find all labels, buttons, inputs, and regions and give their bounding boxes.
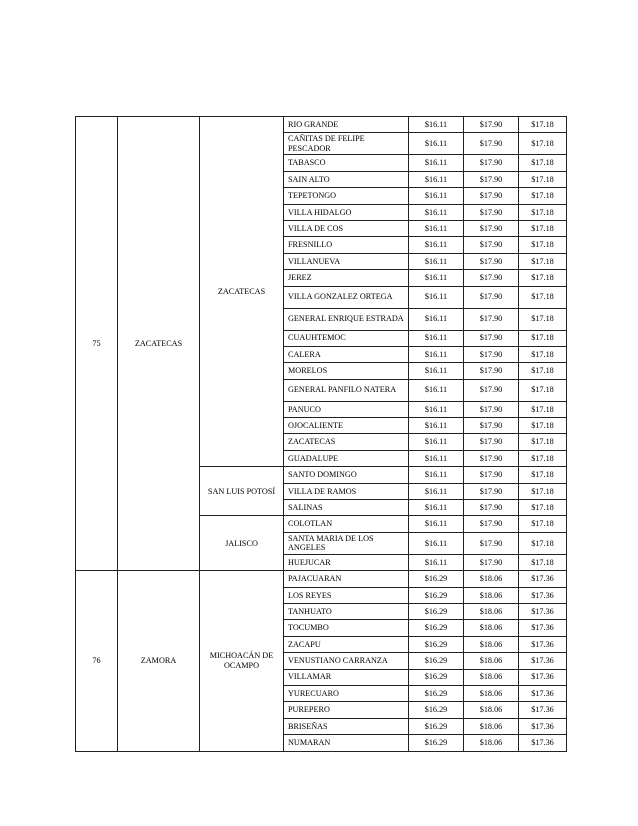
price-3-cell: $17.18 bbox=[519, 286, 567, 308]
price-3-cell: $17.36 bbox=[519, 669, 567, 685]
price-1-cell: $16.11 bbox=[409, 133, 464, 155]
price-1-cell: $16.29 bbox=[409, 669, 464, 685]
state-cell: JALISCO bbox=[200, 516, 284, 571]
price-1-cell: $16.11 bbox=[409, 532, 464, 554]
municipality-cell: YURECUARO bbox=[284, 685, 409, 701]
municipality-cell: ZACAPU bbox=[284, 636, 409, 652]
price-1-cell: $16.11 bbox=[409, 467, 464, 483]
price-1-cell: $16.11 bbox=[409, 308, 464, 330]
price-1-cell: $16.29 bbox=[409, 571, 464, 587]
price-1-cell: $16.11 bbox=[409, 500, 464, 516]
municipality-cell: BRISEÑAS bbox=[284, 718, 409, 734]
price-1-cell: $16.11 bbox=[409, 155, 464, 171]
price-1-cell: $16.11 bbox=[409, 434, 464, 450]
price-3-cell: $17.18 bbox=[519, 554, 567, 570]
price-1-cell: $16.11 bbox=[409, 516, 464, 532]
price-2-cell: $18.06 bbox=[464, 718, 519, 734]
price-3-cell: $17.18 bbox=[519, 330, 567, 346]
price-3-cell: $17.36 bbox=[519, 636, 567, 652]
price-3-cell: $17.18 bbox=[519, 363, 567, 379]
table-row bbox=[76, 571, 567, 587]
price-2-cell: $17.90 bbox=[464, 188, 519, 204]
price-2-cell: $17.90 bbox=[464, 237, 519, 253]
municipality-cell: MORELOS bbox=[284, 363, 409, 379]
municipality-cell: TEPETONGO bbox=[284, 188, 409, 204]
price-2-cell: $17.90 bbox=[464, 270, 519, 286]
price-1-cell: $16.11 bbox=[409, 330, 464, 346]
price-1-cell: $16.11 bbox=[409, 483, 464, 499]
price-3-cell: $17.18 bbox=[519, 171, 567, 187]
municipality-cell: VILLA DE COS bbox=[284, 220, 409, 236]
zone-name-cell: ZAMORA bbox=[118, 571, 200, 751]
price-2-cell: $18.06 bbox=[464, 587, 519, 603]
price-3-cell: $17.18 bbox=[519, 346, 567, 362]
price-2-cell: $18.06 bbox=[464, 636, 519, 652]
state-cell: MICHOACÁN DE OCAMPO bbox=[200, 571, 284, 751]
price-1-cell: $16.29 bbox=[409, 653, 464, 669]
price-3-cell: $17.36 bbox=[519, 620, 567, 636]
price-3-cell: $17.18 bbox=[519, 220, 567, 236]
price-1-cell: $16.11 bbox=[409, 401, 464, 417]
municipality-cell: JEREZ bbox=[284, 270, 409, 286]
price-2-cell: $17.90 bbox=[464, 346, 519, 362]
municipality-cell: VILLA DE RAMOS bbox=[284, 483, 409, 499]
price-3-cell: $17.36 bbox=[519, 702, 567, 718]
price-1-cell: $16.11 bbox=[409, 346, 464, 362]
price-1-cell: $16.11 bbox=[409, 286, 464, 308]
municipality-cell: VILLA HIDALGO bbox=[284, 204, 409, 220]
price-2-cell: $17.90 bbox=[464, 330, 519, 346]
price-1-cell: $16.11 bbox=[409, 270, 464, 286]
price-1-cell: $16.29 bbox=[409, 735, 464, 751]
municipality-cell: SAIN ALTO bbox=[284, 171, 409, 187]
price-3-cell: $17.18 bbox=[519, 434, 567, 450]
price-1-cell: $16.29 bbox=[409, 702, 464, 718]
price-3-cell: $17.18 bbox=[519, 155, 567, 171]
municipality-cell: SANTO DOMINGO bbox=[284, 467, 409, 483]
price-3-cell: $17.18 bbox=[519, 237, 567, 253]
zone-name-cell: ZACATECAS bbox=[118, 117, 200, 571]
price-2-cell: $17.90 bbox=[464, 418, 519, 434]
price-2-cell: $18.06 bbox=[464, 685, 519, 701]
table-row bbox=[76, 117, 567, 133]
municipality-cell: SANTA MARIA DE LOS ANGELES bbox=[284, 532, 409, 554]
price-2-cell: $17.90 bbox=[464, 379, 519, 401]
price-3-cell: $17.18 bbox=[519, 253, 567, 269]
price-2-cell: $18.06 bbox=[464, 620, 519, 636]
price-2-cell: $17.90 bbox=[464, 308, 519, 330]
price-2-cell: $18.06 bbox=[464, 702, 519, 718]
price-2-cell: $17.90 bbox=[464, 401, 519, 417]
price-1-cell: $16.11 bbox=[409, 450, 464, 466]
state-cell: SAN LUIS POTOSÍ bbox=[200, 467, 284, 516]
price-1-cell: $16.29 bbox=[409, 718, 464, 734]
price-1-cell: $16.29 bbox=[409, 603, 464, 619]
price-2-cell: $17.90 bbox=[464, 516, 519, 532]
price-2-cell: $17.90 bbox=[464, 532, 519, 554]
price-2-cell: $17.90 bbox=[464, 117, 519, 133]
municipality-cell: CAÑITAS DE FELIPE PESCADOR bbox=[284, 133, 409, 155]
price-3-cell: $17.36 bbox=[519, 685, 567, 701]
price-3-cell: $17.18 bbox=[519, 450, 567, 466]
price-1-cell: $16.29 bbox=[409, 587, 464, 603]
price-3-cell: $17.36 bbox=[519, 587, 567, 603]
price-1-cell: $16.11 bbox=[409, 363, 464, 379]
price-2-cell: $17.90 bbox=[464, 434, 519, 450]
price-3-cell: $17.18 bbox=[519, 467, 567, 483]
price-3-cell: $17.36 bbox=[519, 653, 567, 669]
price-3-cell: $17.18 bbox=[519, 500, 567, 516]
price-2-cell: $18.06 bbox=[464, 603, 519, 619]
municipality-cell: RIO GRANDE bbox=[284, 117, 409, 133]
price-2-cell: $17.90 bbox=[464, 171, 519, 187]
municipality-cell: ZACATECAS bbox=[284, 434, 409, 450]
municipality-cell: PAJACUARAN bbox=[284, 571, 409, 587]
price-2-cell: $18.06 bbox=[464, 735, 519, 751]
price-2-cell: $17.90 bbox=[464, 500, 519, 516]
municipality-cell: COLOTLAN bbox=[284, 516, 409, 532]
municipality-cell: GUADALUPE bbox=[284, 450, 409, 466]
price-3-cell: $17.18 bbox=[519, 401, 567, 417]
price-1-cell: $16.11 bbox=[409, 237, 464, 253]
price-1-cell: $16.29 bbox=[409, 685, 464, 701]
price-3-cell: $17.18 bbox=[519, 516, 567, 532]
price-1-cell: $16.29 bbox=[409, 636, 464, 652]
municipality-cell: FRESNILLO bbox=[284, 237, 409, 253]
price-2-cell: $18.06 bbox=[464, 653, 519, 669]
price-2-cell: $17.90 bbox=[464, 450, 519, 466]
municipality-cell: VENUSTIANO CARRANZA bbox=[284, 653, 409, 669]
price-1-cell: $16.11 bbox=[409, 253, 464, 269]
price-2-cell: $17.90 bbox=[464, 204, 519, 220]
price-1-cell: $16.11 bbox=[409, 379, 464, 401]
municipality-cell: TANHUATO bbox=[284, 603, 409, 619]
municipality-cell: GENERAL ENRIQUE ESTRADA bbox=[284, 308, 409, 330]
price-1-cell: $16.11 bbox=[409, 188, 464, 204]
price-3-cell: $17.18 bbox=[519, 188, 567, 204]
price-3-cell: $17.18 bbox=[519, 532, 567, 554]
price-2-cell: $17.90 bbox=[464, 483, 519, 499]
municipality-cell: NUMARAN bbox=[284, 735, 409, 751]
zone-number-cell: 75 bbox=[76, 117, 118, 571]
municipality-cell: CUAUHTEMOC bbox=[284, 330, 409, 346]
state-cell: ZACATECAS bbox=[200, 117, 284, 467]
price-1-cell: $16.11 bbox=[409, 171, 464, 187]
municipality-cell: GENERAL PANFILO NATERA bbox=[284, 379, 409, 401]
price-3-cell: $17.18 bbox=[519, 270, 567, 286]
price-table-body bbox=[76, 117, 567, 752]
municipality-cell: VILLANUEVA bbox=[284, 253, 409, 269]
municipality-cell: HUEJUCAR bbox=[284, 554, 409, 570]
price-2-cell: $18.06 bbox=[464, 669, 519, 685]
municipality-cell: OJOCALIENTE bbox=[284, 418, 409, 434]
price-1-cell: $16.11 bbox=[409, 204, 464, 220]
price-3-cell: $17.18 bbox=[519, 379, 567, 401]
price-3-cell: $17.18 bbox=[519, 308, 567, 330]
municipality-cell: VILLA GONZALEZ ORTEGA bbox=[284, 286, 409, 308]
municipality-cell: CALERA bbox=[284, 346, 409, 362]
price-2-cell: $17.90 bbox=[464, 554, 519, 570]
price-2-cell: $17.90 bbox=[464, 155, 519, 171]
price-2-cell: $17.90 bbox=[464, 363, 519, 379]
price-2-cell: $17.90 bbox=[464, 253, 519, 269]
municipality-cell: TOCUMBO bbox=[284, 620, 409, 636]
price-3-cell: $17.18 bbox=[519, 418, 567, 434]
price-3-cell: $17.36 bbox=[519, 571, 567, 587]
price-1-cell: $16.11 bbox=[409, 554, 464, 570]
price-3-cell: $17.18 bbox=[519, 483, 567, 499]
zone-number-cell: 76 bbox=[76, 571, 118, 751]
price-2-cell: $17.90 bbox=[464, 220, 519, 236]
price-1-cell: $16.11 bbox=[409, 418, 464, 434]
municipality-cell: LOS REYES bbox=[284, 587, 409, 603]
municipality-cell: TABASCO bbox=[284, 155, 409, 171]
price-1-cell: $16.29 bbox=[409, 620, 464, 636]
price-3-cell: $17.36 bbox=[519, 603, 567, 619]
price-2-cell: $18.06 bbox=[464, 571, 519, 587]
municipality-cell: PUREPERO bbox=[284, 702, 409, 718]
municipality-cell: SALINAS bbox=[284, 500, 409, 516]
price-3-cell: $17.18 bbox=[519, 204, 567, 220]
price-3-cell: $17.36 bbox=[519, 735, 567, 751]
price-2-cell: $17.90 bbox=[464, 467, 519, 483]
municipality-cell: PANUCO bbox=[284, 401, 409, 417]
price-1-cell: $16.11 bbox=[409, 220, 464, 236]
municipality-cell: VILLAMAR bbox=[284, 669, 409, 685]
price-2-cell: $17.90 bbox=[464, 133, 519, 155]
price-2-cell: $17.90 bbox=[464, 286, 519, 308]
price-table bbox=[75, 116, 567, 752]
price-3-cell: $17.18 bbox=[519, 133, 567, 155]
price-3-cell: $17.36 bbox=[519, 718, 567, 734]
price-1-cell: $16.11 bbox=[409, 117, 464, 133]
price-3-cell: $17.18 bbox=[519, 117, 567, 133]
